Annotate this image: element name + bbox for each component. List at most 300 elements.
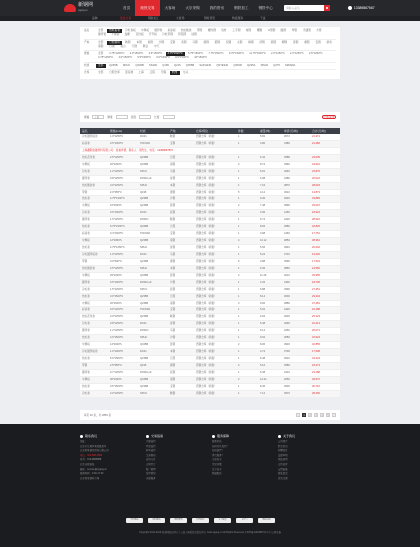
footer-link[interactable]: 公司简介 [278, 440, 288, 443]
table-cell: 28,510 [312, 218, 320, 222]
table-row[interactable] [80, 190, 340, 197]
table-cell: 沙钢 [170, 280, 176, 284]
table-cell: 4330 [284, 280, 290, 284]
filter-option[interactable]: 3.5*1500*C [148, 52, 163, 55]
filter-option[interactable]: 鞍钢 [125, 40, 131, 44]
page-link[interactable]: 3 [315, 414, 317, 417]
table-cell: 4280 [284, 176, 290, 180]
footer-link[interactable]: 北京市东城区某某路某号 [80, 444, 107, 448]
page-link[interactable]: 5 [327, 414, 329, 417]
filter-option[interactable]: 锌铝镁 [178, 33, 187, 36]
filter-option[interactable]: 3.75*1250*C [98, 56, 114, 59]
table-cell: 17,519 [312, 259, 320, 263]
filter-option[interactable]: 梅钢 [248, 40, 254, 44]
footer-title-text: 交易指南 [151, 434, 164, 438]
table-cell: Q345B [140, 343, 149, 347]
filter-option[interactable]: H型钢 [268, 29, 276, 32]
table-cell: 5.0*1500*C [110, 357, 124, 360]
filter-option[interactable]: 2.3*1250*C [289, 52, 304, 55]
filter-option[interactable]: 开平板 [148, 33, 157, 36]
filter-option[interactable]: 中厚板 [141, 29, 150, 32]
table-cell: 冷轧镀锌板卷 [82, 350, 98, 354]
nav-item[interactable]: 钢铁中心 [258, 6, 273, 10]
footer-link[interactable]: 邮箱：service@xgang.cn [80, 467, 107, 471]
filter-option[interactable]: 江阴 [149, 71, 155, 74]
trust-badge[interactable]: 信用评价 [192, 518, 209, 523]
footer-link[interactable]: 仓储服务 [146, 476, 156, 480]
footer-link[interactable]: 合作伙伴 [278, 462, 288, 466]
trust-badge[interactable]: 支付宝 [236, 518, 253, 523]
filter-option[interactable]: 天钢 [131, 44, 137, 48]
table-cell: 3700 [284, 350, 290, 354]
footer-link[interactable]: 北京某某钢材市场 [80, 476, 100, 480]
table-cell: 马钢 [170, 329, 176, 333]
filter-option[interactable]: 8.0*1500*C [175, 56, 189, 59]
table-row[interactable] [80, 321, 340, 328]
filter-option[interactable]: 带钢 [196, 29, 203, 32]
filter-option[interactable]: 新余 [326, 40, 332, 44]
filter-option[interactable]: SPHC [122, 63, 131, 67]
page-link[interactable]: 1 [303, 414, 305, 417]
search-box[interactable] [284, 5, 330, 11]
filter-option[interactable]: 全部 [98, 40, 104, 44]
table-row[interactable] [80, 391, 340, 398]
table-cell: 涟钢 [170, 204, 176, 208]
table-row[interactable] [80, 245, 340, 252]
column-header[interactable]: 仓库/库位 [196, 129, 208, 133]
filter-option[interactable]: 包钢 [225, 40, 232, 44]
table-cell: 西钢仓库（新街） [196, 336, 217, 340]
subnav-item[interactable]: 品种 [92, 16, 98, 20]
table-row[interactable] [80, 280, 340, 287]
table-cell: 日照 [170, 357, 176, 360]
filter-option[interactable]: 无缝管 [302, 29, 311, 32]
table-cell: 鞍钢 [170, 315, 176, 319]
table-row[interactable] [80, 141, 340, 148]
footer-link[interactable]: 招聘信息 [278, 449, 288, 453]
filter-option[interactable]: 邯钢 [214, 40, 220, 44]
column-header[interactable]: 材质 [140, 129, 146, 133]
column-header[interactable]: 单价(元/吨) [284, 129, 298, 133]
filter-option[interactable]: 宝钢 [169, 40, 176, 44]
filter-option[interactable]: 2.75*1250*C [109, 52, 125, 55]
footer-link[interactable]: 服务时间：9:00-17:30 [80, 472, 104, 476]
filter-option[interactable]: SS400 [148, 63, 158, 67]
filter-option[interactable]: Q235A [247, 63, 256, 67]
footer-link[interactable]: 交易规则 [146, 453, 156, 457]
filter-option[interactable]: Q345R [233, 63, 242, 67]
table-row[interactable] [80, 231, 340, 238]
table-cell: 30,710 [312, 384, 320, 388]
nav-item[interactable]: 首页 [123, 6, 131, 10]
subnav-item[interactable]: 钢铁加工 [148, 16, 160, 20]
table-cell: 南钢 [170, 301, 176, 305]
table-cell: Q235B [140, 204, 149, 208]
table-cell: 4040 [284, 169, 290, 173]
filter-option[interactable]: 镀锌管 [98, 33, 107, 36]
table-cell: 11.46 [260, 273, 267, 277]
footer-link[interactable]: 合同签订 [146, 462, 156, 466]
filter-option[interactable]: 螺纹钢 [207, 29, 216, 32]
footer-link[interactable]: 意见反馈 [278, 476, 288, 480]
table-row[interactable] [80, 266, 340, 273]
table-cell: 1 [238, 308, 240, 312]
table-row[interactable] [80, 294, 340, 301]
subnav-item[interactable]: 物流服务 [232, 16, 244, 20]
column-header[interactable]: 重量(吨) [260, 129, 271, 133]
filter-option[interactable]: 太钢 [237, 40, 243, 44]
table-cell: 西钢仓库（新街） [196, 169, 217, 173]
filter-option[interactable]: 燕山 [120, 44, 126, 48]
filter-option[interactable]: QSTE340 [216, 63, 229, 67]
table-row[interactable] [80, 162, 340, 169]
table-cell: 5.16 [260, 363, 266, 367]
footer-column [212, 434, 270, 481]
column-header[interactable]: 合计(元/吨) [312, 129, 326, 133]
filter-option[interactable]: 张家港 [125, 71, 134, 74]
table-row[interactable] [80, 363, 340, 370]
filter-option[interactable]: 全部 [96, 64, 106, 68]
filter-option[interactable]: 11.75*1500*C [249, 52, 266, 55]
filter-option[interactable]: 全部 [98, 71, 104, 74]
subnav-item[interactable]: 现货交易 [120, 16, 132, 20]
footer-link[interactable]: 服务承诺 [212, 440, 222, 443]
nav-item[interactable]: 钢铁加工 [234, 6, 249, 10]
footer-link[interactable]: 购买流程 [146, 449, 156, 453]
filter-option[interactable]: 唐钢 [203, 40, 209, 44]
trust-badge[interactable]: 网银在线 [258, 518, 275, 523]
filter-option[interactable]: 柳钢 [281, 40, 288, 44]
filter-option[interactable]: 杭州 [170, 71, 180, 75]
table-row[interactable] [80, 307, 340, 314]
footer-link[interactable]: 电话：400-888-6588 [80, 453, 103, 457]
footer-link[interactable]: 在线支付 [146, 458, 156, 462]
filter-option[interactable]: 7.75*1500*C [208, 52, 224, 55]
filter-option[interactable]: SM490A [285, 63, 296, 67]
nav-item[interactable]: 我的资讯 [209, 6, 225, 10]
filter-option[interactable]: 彩涂板 [167, 29, 176, 32]
filter-option[interactable]: 工字钢 [232, 29, 241, 32]
table-cell: 西钢仓库（新街） [196, 391, 217, 395]
table-cell: 镀锌卷 [82, 280, 90, 284]
filter-option[interactable]: Q345B [135, 63, 144, 67]
filter-option[interactable]: 沙钢 [158, 40, 165, 44]
filter-options [96, 29, 336, 37]
filter-option[interactable]: 涟钢 [292, 40, 299, 44]
footer-link[interactable]: 交易安全 [212, 458, 222, 462]
search-icon[interactable] [324, 5, 330, 11]
table-cell: 1.5*1250*C [110, 218, 124, 222]
filter-option[interactable]: 5.5*1500*C [137, 56, 152, 59]
table-cell: 29,304 [312, 294, 320, 298]
table-row[interactable] [80, 217, 340, 224]
filter-option[interactable]: 冷轧卷板 [125, 29, 136, 32]
table-cell: 热轧卷 [82, 357, 90, 360]
table-cell: 20,602 [312, 246, 320, 249]
table-cell: 中厚板 [82, 377, 90, 381]
filter-option[interactable]: 安钢 [315, 40, 321, 44]
footer-link[interactable]: 如何开具发票？ [212, 444, 229, 448]
table-cell: 17,751 [312, 232, 320, 236]
footer-link[interactable]: 联系我们 [278, 444, 288, 448]
filter-option[interactable]: 5.75*1500*C [187, 52, 204, 55]
table-row[interactable] [80, 356, 340, 363]
logo-icon [64, 4, 76, 12]
table-cell: 鞍钢 [170, 218, 176, 222]
filter-option[interactable]: 日照钢铁 [109, 40, 120, 44]
table-cell: 日照 [170, 294, 176, 298]
table-row[interactable] [80, 252, 340, 259]
table-row[interactable] [80, 183, 340, 190]
table-row[interactable] [80, 349, 340, 356]
footer-link[interactable]: 地址： [80, 440, 88, 443]
filter-option[interactable]: Q235B [109, 63, 118, 67]
filter-option[interactable]: 敬业 [142, 44, 149, 48]
table-row[interactable] [80, 238, 340, 245]
filter-option[interactable]: 6.0*1500*C [156, 56, 171, 59]
filter-option[interactable]: 盘螺 [124, 33, 130, 36]
table-row[interactable] [80, 203, 340, 210]
table-row[interactable] [80, 148, 340, 155]
table-row[interactable] [80, 342, 340, 349]
filter-option[interactable]: 马钢 [192, 40, 198, 44]
spec-select[interactable]: 上海 [92, 115, 104, 119]
trust-badge[interactable]: 可信网站 [126, 518, 143, 523]
filter-option[interactable]: SPHD [260, 63, 269, 67]
trust-badges [126, 518, 275, 523]
table-row[interactable] [80, 377, 340, 384]
filter-option[interactable]: 槽钢 [256, 29, 263, 32]
table-cell: 热轧卷 [82, 225, 90, 229]
table-cell: 3880 [284, 301, 290, 305]
footer-column-title [80, 434, 138, 438]
filter-option[interactable]: 4.75*1500*C [167, 52, 183, 55]
filter-option[interactable]: Q275 [273, 63, 280, 67]
nav-item[interactable]: 大宗采购 [185, 6, 200, 10]
filter-label: 品名 [84, 29, 90, 32]
table-cell: 4460 [284, 232, 290, 236]
footer-link[interactable]: 法律声明 [278, 453, 288, 457]
table-row[interactable] [80, 335, 340, 342]
filter-option[interactable]: 济钢 [259, 40, 265, 44]
footer-link[interactable]: 常见问题 [212, 462, 222, 466]
table-cell: 12*1800*L [110, 239, 123, 243]
filter-option[interactable]: 焊管 [291, 29, 298, 32]
table-cell: 马钢 [170, 252, 176, 256]
table-cell: 20*2200*L [110, 162, 123, 166]
footer-link[interactable]: 传真：010-8888888 [80, 458, 102, 462]
filter-option[interactable]: 4.0*1500*C [118, 56, 133, 59]
table-row[interactable] [80, 224, 340, 231]
column-header[interactable]: 规格(mm) [110, 129, 123, 133]
filter-option[interactable]: 不锈钢 [111, 33, 120, 36]
table-row[interactable] [80, 384, 340, 391]
width-input[interactable] [139, 115, 151, 119]
filter-option[interactable]: 湘钢 [304, 40, 310, 44]
filter-option[interactable]: 全部 [98, 52, 104, 55]
filter-option[interactable]: 2.0*1250*C [270, 52, 285, 55]
table-cell: 32,923 [312, 336, 320, 340]
search-input[interactable]: 请输入品名 [285, 6, 300, 10]
page-link[interactable]: < [297, 414, 299, 417]
trust-badge[interactable]: 网络警察 [170, 518, 187, 523]
filter-option[interactable]: 首钢 [147, 40, 153, 44]
column-header[interactable]: 产地 [170, 129, 176, 133]
filter-option[interactable]: SAPH440 [199, 63, 212, 67]
table-cell: 鞍钢 [170, 391, 176, 395]
filter-option[interactable]: 花纹板 [135, 33, 144, 36]
footer-column [146, 434, 204, 481]
footer-link[interactable]: 售后服务？ [212, 453, 224, 457]
table-cell: 中厚板 [82, 273, 90, 277]
table-cell: 3640 [284, 246, 290, 249]
nav-item[interactable]: 现货交易 [135, 0, 159, 16]
table-row[interactable] [80, 328, 340, 335]
filter-option[interactable]: 圆钢 [280, 29, 286, 32]
filter-option[interactable]: 线材 [221, 29, 227, 32]
footer-link[interactable]: 网站地图 [278, 458, 288, 462]
table-cell: 22,413 [312, 322, 320, 326]
filter-option[interactable]: 方管 [316, 29, 322, 32]
table-cell: 4.74 [260, 350, 266, 354]
filter-option[interactable]: 日钢 [109, 44, 115, 48]
table-row[interactable] [80, 314, 340, 321]
subnav-item[interactable]: 大客场 [176, 16, 185, 20]
table-row[interactable] [80, 134, 340, 141]
filter-option[interactable]: 角钢 [245, 29, 251, 32]
nav-item[interactable]: 大客场 [164, 6, 176, 10]
table-cell: 3.0*1250*C [110, 183, 124, 187]
table-cell: 1 [238, 315, 240, 319]
table-cell: 9.36 [260, 197, 266, 201]
filter-option[interactable]: 日照仓库 [109, 71, 120, 74]
page-link[interactable]: 4 [321, 414, 323, 417]
footer-link[interactable]: 注册流程 [146, 440, 156, 443]
filter-option[interactable]: 全部 [98, 29, 104, 32]
table-cell: 22,188 [312, 308, 320, 312]
table-cell: SPHC [140, 183, 148, 187]
footer-link[interactable]: 北京仓储地址 [80, 462, 95, 466]
table-cell: 1 [238, 183, 240, 187]
filter-option[interactable]: 硅钢 [191, 33, 197, 36]
filter-option[interactable]: 镀锌卷 [154, 29, 163, 32]
table-cell: 1.2*1250*C [110, 169, 124, 173]
subnav-item[interactable]: 钢材资讯 [204, 16, 216, 20]
table-row[interactable] [80, 169, 340, 176]
footer-link[interactable]: 隐私政策 [278, 472, 288, 476]
table-cell: 1 [238, 155, 240, 159]
thickness-input[interactable] [116, 115, 128, 119]
filter-option[interactable]: 南钢 [98, 44, 104, 48]
table-row[interactable] [80, 301, 340, 308]
table-cell: 3.0*1250*C [110, 315, 124, 319]
table-row[interactable] [80, 259, 340, 266]
filter-option[interactable]: 热轧板卷 [109, 29, 120, 32]
table-cell: 4380 [284, 141, 290, 145]
table-cell: 2 [238, 273, 240, 277]
filter-option[interactable]: 3.0*1500*C [129, 52, 144, 55]
footer-link[interactable]: 账户管理 [146, 467, 156, 471]
table-cell: 6.74 [260, 218, 266, 222]
filter-option[interactable]: 冷轧带钢 [162, 33, 173, 36]
page-link[interactable]: > [333, 414, 335, 417]
footer-link[interactable]: 如何退货？ [212, 449, 224, 453]
table-cell: Q345B [140, 273, 149, 277]
subnav-item[interactable]: 干货 [260, 16, 266, 20]
filter-label: 规格 [84, 52, 90, 55]
table-cell: 4 [238, 239, 240, 243]
table-cell: 西钢仓库（新街） [196, 343, 217, 347]
filter-option[interactable]: 10*1500*C [194, 56, 208, 59]
filter-option[interactable]: 中天 [153, 44, 160, 48]
table-row[interactable] [80, 176, 340, 183]
table-cell: 3590 [284, 259, 290, 263]
footer-link[interactable]: 友情链接 [278, 467, 288, 471]
table-row[interactable] [80, 196, 340, 203]
table-row[interactable] [80, 210, 340, 217]
filter-option[interactable]: Q355B [185, 63, 195, 67]
trust-badge[interactable]: 安全联盟 [214, 518, 231, 523]
table-row[interactable] [80, 273, 340, 280]
filter-option[interactable]: 2.5*1250*C [308, 52, 323, 55]
page-link[interactable]: 2 [309, 414, 311, 417]
length-input[interactable] [163, 115, 175, 119]
product-table [80, 128, 340, 398]
footer-link[interactable]: 资金安全 [212, 467, 222, 471]
footer-link[interactable]: 登录流程 [146, 444, 156, 448]
footer-link[interactable]: 发票须知 [146, 472, 156, 476]
table-cell: 7.48 [260, 204, 266, 208]
filter-option[interactable]: 莱钢 [270, 40, 276, 44]
table-cell: 镀锌卷 [82, 176, 90, 180]
table-cell: 2 [238, 343, 240, 347]
filter-option[interactable]: Q215 [174, 63, 181, 67]
column-header[interactable]: 件数 [238, 129, 244, 133]
filter-option[interactable]: Q195 [162, 63, 169, 67]
table-cell: 带钢 [82, 363, 88, 367]
table-cell: 25,123 [312, 315, 320, 319]
filter-option[interactable]: 热轧酸洗 [180, 29, 192, 32]
table-cell: 3970 [284, 391, 290, 395]
filter-option[interactable]: 本钢 [136, 40, 142, 44]
table-cell: Q235B [140, 357, 149, 360]
table-row[interactable] [80, 155, 340, 162]
table-row[interactable] [80, 287, 340, 294]
table-cell: 5.38 [260, 370, 266, 374]
footer-link[interactable]: 北京某某钢铁贸易有限公司 [80, 449, 109, 453]
filter-row-row5 [84, 69, 336, 75]
filter-option[interactable]: 武钢 [181, 40, 187, 44]
filter-row-row2 [84, 39, 336, 49]
filter-option[interactable]: 乐从 [183, 71, 189, 74]
table-cell: 3600 [284, 294, 290, 298]
footer-link[interactable]: 物流配送 [212, 472, 222, 476]
filter-option[interactable]: 9.75*1500*C [228, 52, 245, 55]
table-cell: 4.86 [260, 141, 266, 145]
table-row[interactable] [80, 370, 340, 377]
filter-option[interactable]: 上海 [138, 71, 144, 74]
table-cell: 1 [238, 252, 240, 256]
table-cell: 1 [238, 370, 240, 374]
site-logo[interactable] [64, 3, 108, 13]
search-submit-button[interactable]: 立即查找 [323, 115, 335, 119]
filter-option[interactable]: 无锡 [160, 71, 167, 74]
column-header[interactable]: 品名 [82, 129, 88, 133]
table-cell: 西钢仓库（新街） [196, 211, 217, 215]
table-cell: Q235B [140, 155, 149, 159]
trust-badge[interactable]: 诚信网站 [148, 518, 165, 523]
table-cell: 1 [238, 232, 240, 236]
